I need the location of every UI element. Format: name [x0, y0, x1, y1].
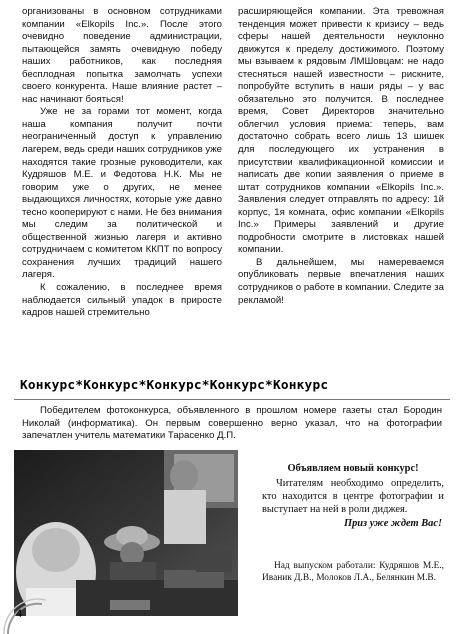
right-article-column [238, 6, 444, 307]
left-article-column [22, 6, 222, 320]
contest-winner-text [22, 405, 442, 443]
issue-credits [262, 560, 444, 584]
credits-text: Над выпуском работали: Кудряшов М.Е., Иваник Д.В., Молоков Л.А., Белянкин М.В. [262, 561, 444, 583]
article-paragraph: организованы в основном сотрудниками компании «Elkopils Inc.». После этого очевидно поведение администрации, пытающейся замять очевидную победу наших работников, как последняя бесплодная попытка замолчать успехи своего конкурента. Наше влияние растет – нас начинают бояться! [22, 6, 222, 105]
new-contest-announcement [262, 462, 444, 530]
announcement-prize: Приз уже ждет Вас! [343, 518, 442, 529]
announcement-heading: Объявляем новый конкурс! [287, 463, 419, 474]
article-paragraph: К сожалению, в последнее время наблюдается сильный упадок в приросте кадров нашей стремительно [22, 282, 222, 319]
winner-paragraph: Победителем фотоконкурса, объявленного в прошлом номере газеты стал Бородин Николай (информатика). Он первым совершенно верно указал, что на фотографии запечатлен учитель математики Тарасенко Д.П. [22, 405, 442, 442]
contest-section-header [14, 378, 450, 398]
divider-rule [14, 399, 450, 400]
article-paragraph: расширяющейся компании. Эта тревожная тенденция может привести к кризису – ведь сферы нашей деятельности неуклонно движутся к пределу достижимого. Поэтому мы взываем к рядовым ЛМШовцам: не надо стесняться нашей известности – рискните, попробуйте вступить в наши ряды – у вас обязательно это получится. В последнее время, Совет Директоров значительно облегчил условия приема: теперь, вам достаточно собрать всего лишь 13 шишек для последующего их устранения в присутствии квалификационной комиссии и написать две копии заявления о приеме в штат сотрудников компании «Elkopils Inc.». Заявления следует отправлять по адресу: 1й корпус, 1я комната, офис компании «Elkopils Inc.» Примеры заявлений и другие подробности смотрите в листовках нашей компании. [238, 6, 444, 256]
announcement-body: Читателям необходимо определить, кто находится в центре фотографии и выступает на ней в роли диджея. [262, 478, 444, 515]
contest-title: Конкурс*Конкурс*Конкурс*Конкурс*Конкурс [20, 378, 329, 393]
article-paragraph: Уже не за горами тот момент, когда наша компания получит почти неограниченный доступ к управлению лагерем, ведь среди наших сотрудников уже находятся такие грозные руководители, как Кудряшов М.Е. и Федотова Н.К. Мы не говорим уже о других, не менее выдающихся личностях, которые уже давно тесно кооперируют с нами. Не без внимания мы следим за политической и общественной жизнью лагеря и активно сотрудничаем с комитетом ККПТ по вопросу сохранения лучших традиций нашего лагеря. [22, 106, 223, 281]
page-number: 4 [16, 608, 23, 620]
article-paragraph: В дальнейшем, мы намереваемся опубликовать первые впечатления наших сотрудников о работе в компании. Следите за рекламой! [238, 256, 444, 306]
page-corner-ornament [2, 592, 62, 634]
